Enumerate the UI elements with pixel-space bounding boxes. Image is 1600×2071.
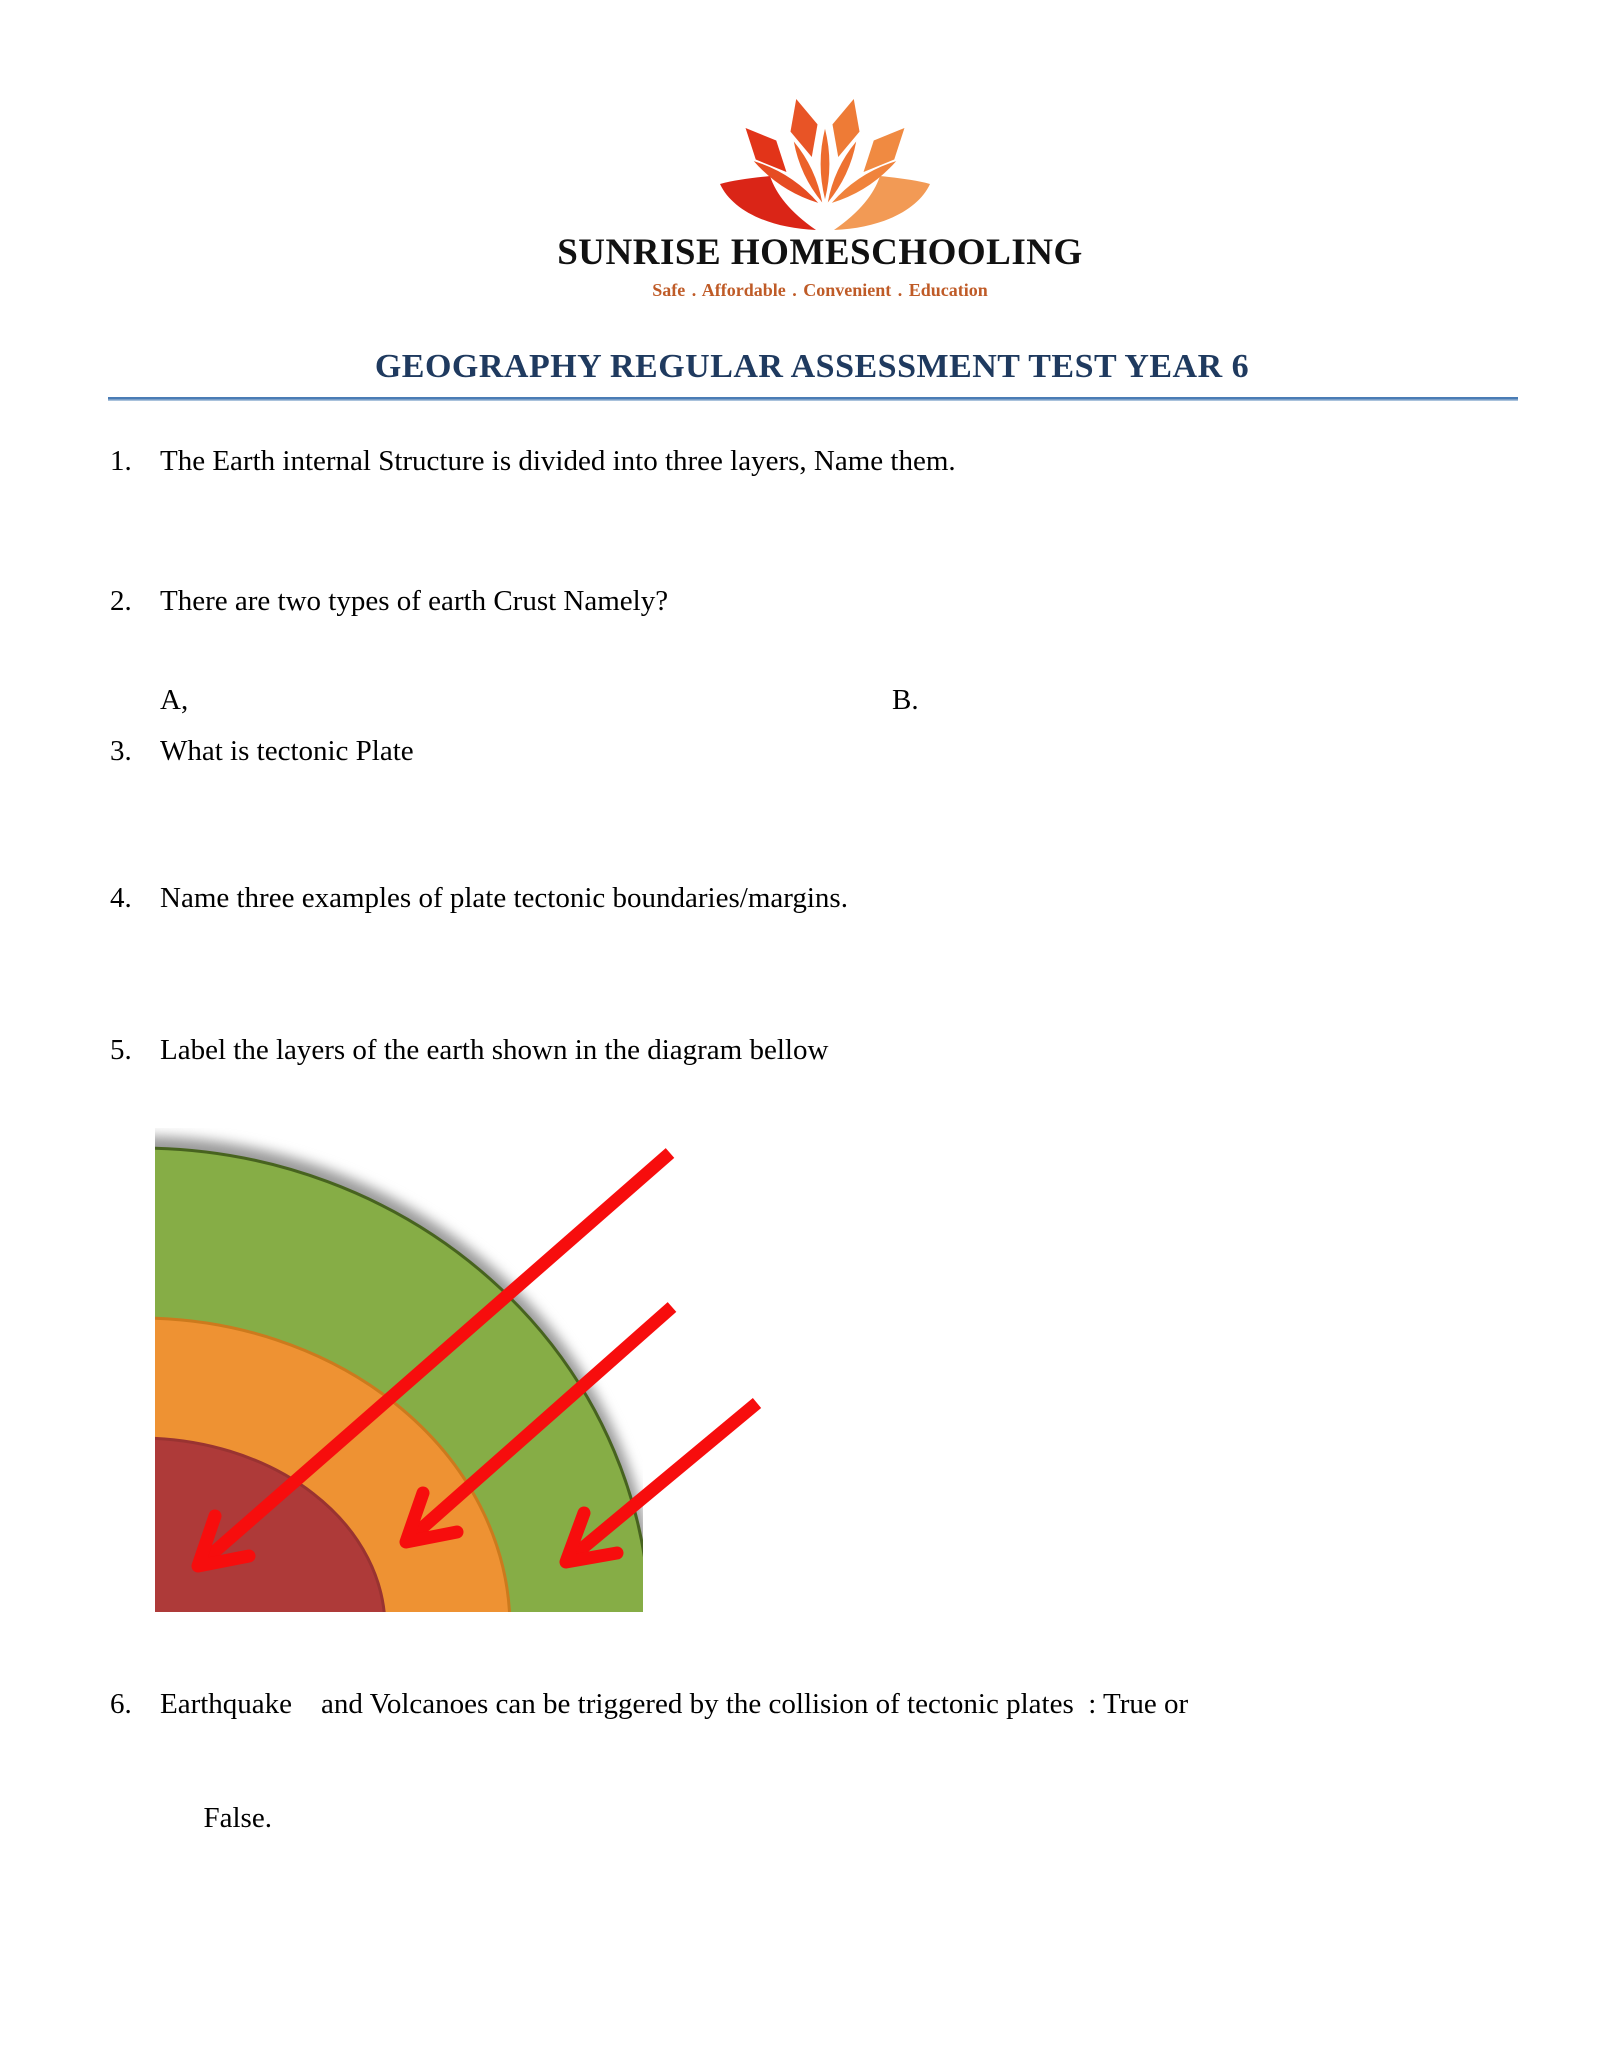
option-b-label: B. (892, 684, 919, 716)
title-rule (108, 397, 1518, 401)
question-text: The Earth internal Structure is divided into three layers, Name them. (160, 445, 956, 477)
question-number: 6. (110, 1688, 132, 1720)
question-row-5 (110, 1032, 828, 1068)
question-row-2 (110, 583, 668, 619)
question-text: Name three examples of plate tectonic boundaries/margins. (160, 882, 848, 914)
option-a-label: A, (160, 684, 189, 716)
question-text: Label the layers of the earth shown in the diagram bellow (160, 1034, 829, 1066)
lotus-flower-icon (714, 88, 936, 234)
earth-layers-diagram (155, 1128, 643, 1612)
question-text: There are two types of earth Crust Namely? (160, 585, 669, 617)
brand-name: SUNRISE HOMESCHOOLING (557, 232, 1083, 273)
page-title: GEOGRAPHY REGULAR ASSESSMENT TEST YEAR 6 (374, 348, 1250, 385)
question-text: What is tectonic Plate (160, 735, 414, 767)
question-text-line-2: False. (203, 1802, 272, 1834)
question-number: 2. (110, 585, 132, 617)
question-number: 5. (110, 1034, 132, 1066)
question-text-line-1: Earthquake and Volcanoes can be triggered by the collision of tectonic plates : True or (160, 1688, 1189, 1720)
question-number: 3. (110, 735, 132, 767)
question-row-4 (110, 880, 848, 916)
question-number: 4. (110, 882, 132, 914)
question-number: 1. (110, 445, 132, 477)
brand-tagline: Safe . Affordable . Convenient . Education (652, 280, 988, 300)
question-text (160, 1676, 1520, 1904)
question-row-1 (110, 443, 956, 479)
question-row-3 (110, 733, 414, 769)
question-row-6 (110, 1676, 1520, 1904)
